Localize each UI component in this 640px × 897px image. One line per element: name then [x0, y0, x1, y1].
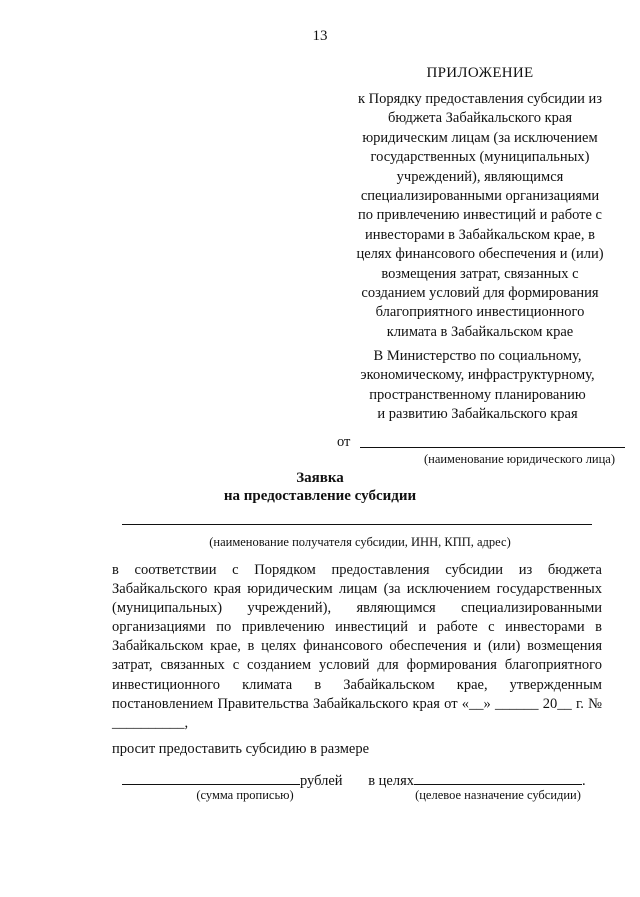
from-line [337, 434, 627, 454]
amount-field[interactable] [122, 770, 300, 785]
appendix-line: государственных (муниципальных) [370, 149, 590, 166]
appendix-line: благоприятного инвестиционного [375, 304, 585, 321]
appendix-line: созданием условий для формирования [361, 285, 599, 302]
appendix-line: инвесторами в Забайкальском крае, в [365, 226, 595, 243]
from-caption: (наименование юридического лица) [423, 452, 616, 466]
appendix-line: климата в Забайкальском крае [386, 323, 574, 340]
addressee-line: В Министерство по социальному, [373, 348, 582, 364]
appendix-line: к Порядку предоставления субсидии из [357, 91, 603, 107]
purpose-label: в целях [368, 773, 415, 789]
addressee-line: и развитию Забайкальского края [377, 406, 578, 423]
amount-label: рублей [300, 773, 343, 789]
addressee-line: пространственному планированию [369, 386, 586, 403]
appendix-line: возмещения затрат, связанных с [381, 265, 579, 282]
appendix-line: юридическим лицам (за исключением [362, 129, 598, 146]
appendix-line: специализированными организациями [360, 188, 600, 205]
form-title: Заявка [296, 470, 344, 486]
purpose-caption: (целевое назначение субсидии) [415, 788, 581, 802]
end-mark: . [582, 773, 586, 789]
from-label: от [337, 434, 351, 450]
addressee-line: экономическому, инфраструктурному, [360, 367, 595, 384]
addressee-block [330, 347, 625, 425]
recipient-field[interactable] [122, 524, 592, 525]
purpose-field[interactable] [414, 770, 582, 785]
request-text: просит предоставить субсидию в размере [112, 741, 370, 757]
appendix-title: ПРИЛОЖЕНИЕ [426, 65, 534, 81]
appendix-line: целях финансового обеспечения и (или) [356, 246, 604, 263]
body-paragraph: в соответствии с Порядком предоставления субсидии из бюджета Забайкальского края юридическим лицам (за исключением государственных (муниципальных) учреждений), являющимся специализированными организациями по привлечению инвестиций и работе с инвесторами в Забайкальском крае, в целях финансового обеспечения и (или) возмещения затрат, связанных с созданием условий для формирования благоприятного инвестиционного климата в Забайкальском крае, утвержденным постановлением Правительства Забайкальского края от «__» ______ 20__ г. № __________, [112, 562, 602, 731]
appendix-line: по привлечению инвестиций и работе с [358, 207, 602, 224]
appendix-text [335, 90, 625, 342]
amount-caption: (сумма прописью) [196, 788, 294, 802]
appendix-line: учреждений), являющимся [396, 168, 564, 185]
recipient-caption: (наименование получателя субсидии, ИНН, КПП, адрес) [209, 535, 511, 549]
amount-row [122, 770, 602, 790]
page-number: 13 [312, 28, 328, 44]
applicant-name-field[interactable] [360, 447, 625, 448]
form-subtitle: на предоставление субсидии [223, 488, 417, 504]
appendix-line: бюджета Забайкальского края [387, 110, 573, 127]
